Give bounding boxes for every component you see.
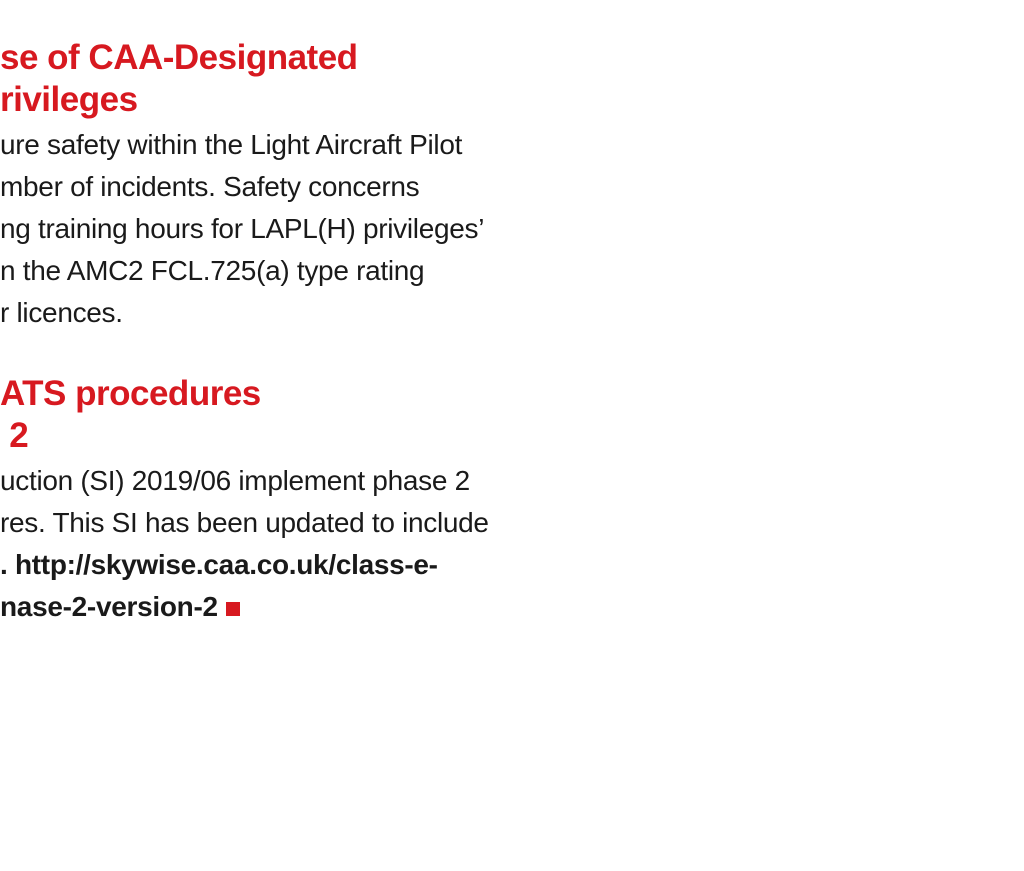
section-1-body-line-4: n the AMC2 FCL.725(a) type rating: [0, 255, 425, 286]
section-1-body-line-3: ng training hours for LAPL(H) privileges’: [0, 213, 485, 244]
skywise-link-part-2[interactable]: nase-2-version-2: [0, 591, 218, 622]
section-1-heading-line-2: rivileges: [0, 80, 138, 119]
end-of-article-square-icon: [226, 602, 240, 616]
section-2-heading-line-2: 2: [0, 416, 29, 455]
section-1-heading-line-1: se of CAA-Designated: [0, 38, 358, 77]
skywise-link-part-1[interactable]: http://skywise.caa.co.uk/class-e-: [14, 549, 438, 580]
section-1-body-line-2: mber of incidents. Safety concerns: [0, 171, 420, 202]
section-2-heading-line-1: ATS procedures: [0, 374, 261, 413]
section-1-body-line-5: r licences.: [0, 297, 123, 328]
section-2-link-row-2: [0, 586, 240, 628]
section-1-body-line-1: ure safety within the Light Aircraft Pilot: [0, 129, 463, 160]
section-2-body-line-1: uction (SI) 2019/06 implement phase 2: [0, 465, 470, 496]
section-2-link-row-1: [0, 544, 438, 586]
section-2-body-line-2: res. This SI has been updated to include: [0, 507, 489, 538]
section-2-link-prefix: .: [0, 549, 15, 580]
